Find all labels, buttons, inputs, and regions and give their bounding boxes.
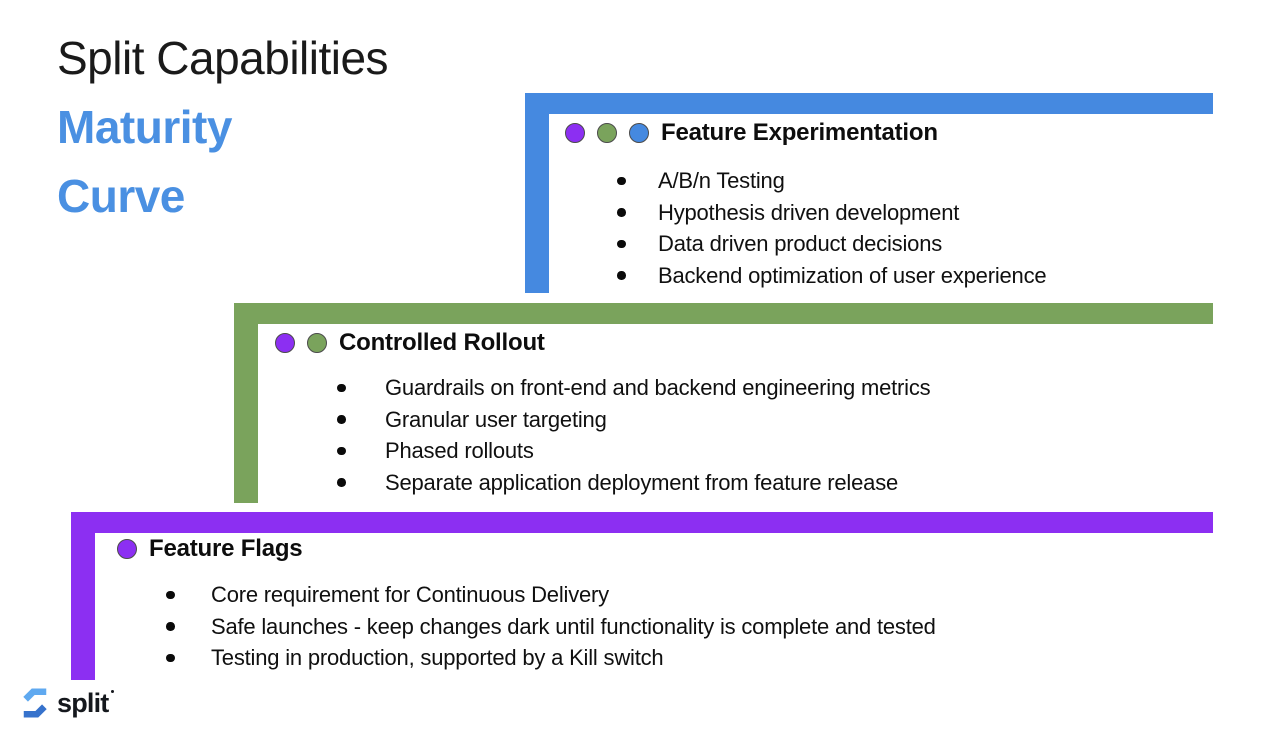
title-line-1: Split Capabilities (57, 32, 389, 84)
maturity-dot-purple-icon (565, 123, 585, 143)
maturity-dot-green-icon (597, 123, 617, 143)
bullet-item: Phased rollouts (337, 435, 930, 467)
bullet-list (166, 579, 936, 674)
panel-header (275, 329, 545, 357)
bullet-item: Granular user targeting (337, 404, 930, 436)
panel-left-bar (525, 93, 549, 293)
panel-top-bar (71, 512, 1213, 533)
panel-feature-experimentation (525, 93, 1213, 293)
maturity-dot-purple-icon (117, 539, 137, 559)
panel-header (565, 119, 938, 147)
panel-top-bar (234, 303, 1213, 324)
bullet-list (337, 372, 930, 498)
split-logo-text: split (57, 688, 109, 718)
panel-title: Controlled Rollout (339, 329, 545, 356)
panel-left-bar (71, 512, 95, 680)
title-line-3: Curve (57, 170, 185, 222)
panel-header (117, 535, 302, 563)
slide-title (57, 24, 388, 231)
panel-top-bar (525, 93, 1213, 114)
panel-left-bar (234, 303, 258, 503)
bullet-item: Hypothesis driven development (617, 197, 1046, 229)
bullet-item: Safe launches - keep changes dark until functionality is complete and tested (166, 611, 936, 643)
bullet-item: Backend optimization of user experience (617, 260, 1046, 292)
maturity-dot-purple-icon (275, 333, 295, 353)
bullet-item: Data driven product decisions (617, 228, 1046, 260)
panel-title: Feature Experimentation (661, 119, 938, 146)
panel-title: Feature Flags (149, 535, 303, 562)
panel-controlled-rollout (234, 303, 1213, 503)
maturity-dot-green-icon (307, 333, 327, 353)
bullet-item: Guardrails on front-end and backend engineering metrics (337, 372, 930, 404)
maturity-dot-blue-icon (629, 123, 649, 143)
split-logo (20, 686, 109, 720)
bullet-item: A/B/n Testing (617, 165, 1046, 197)
panel-feature-flags (71, 512, 1213, 680)
bullet-list (617, 165, 1046, 291)
bullet-item: Separate application deployment from feature release (337, 467, 930, 499)
split-logo-mark-icon (20, 686, 50, 720)
bullet-item: Core requirement for Continuous Delivery (166, 579, 936, 611)
title-line-2: Maturity (57, 101, 232, 153)
bullet-item: Testing in production, supported by a Kill switch (166, 642, 936, 674)
